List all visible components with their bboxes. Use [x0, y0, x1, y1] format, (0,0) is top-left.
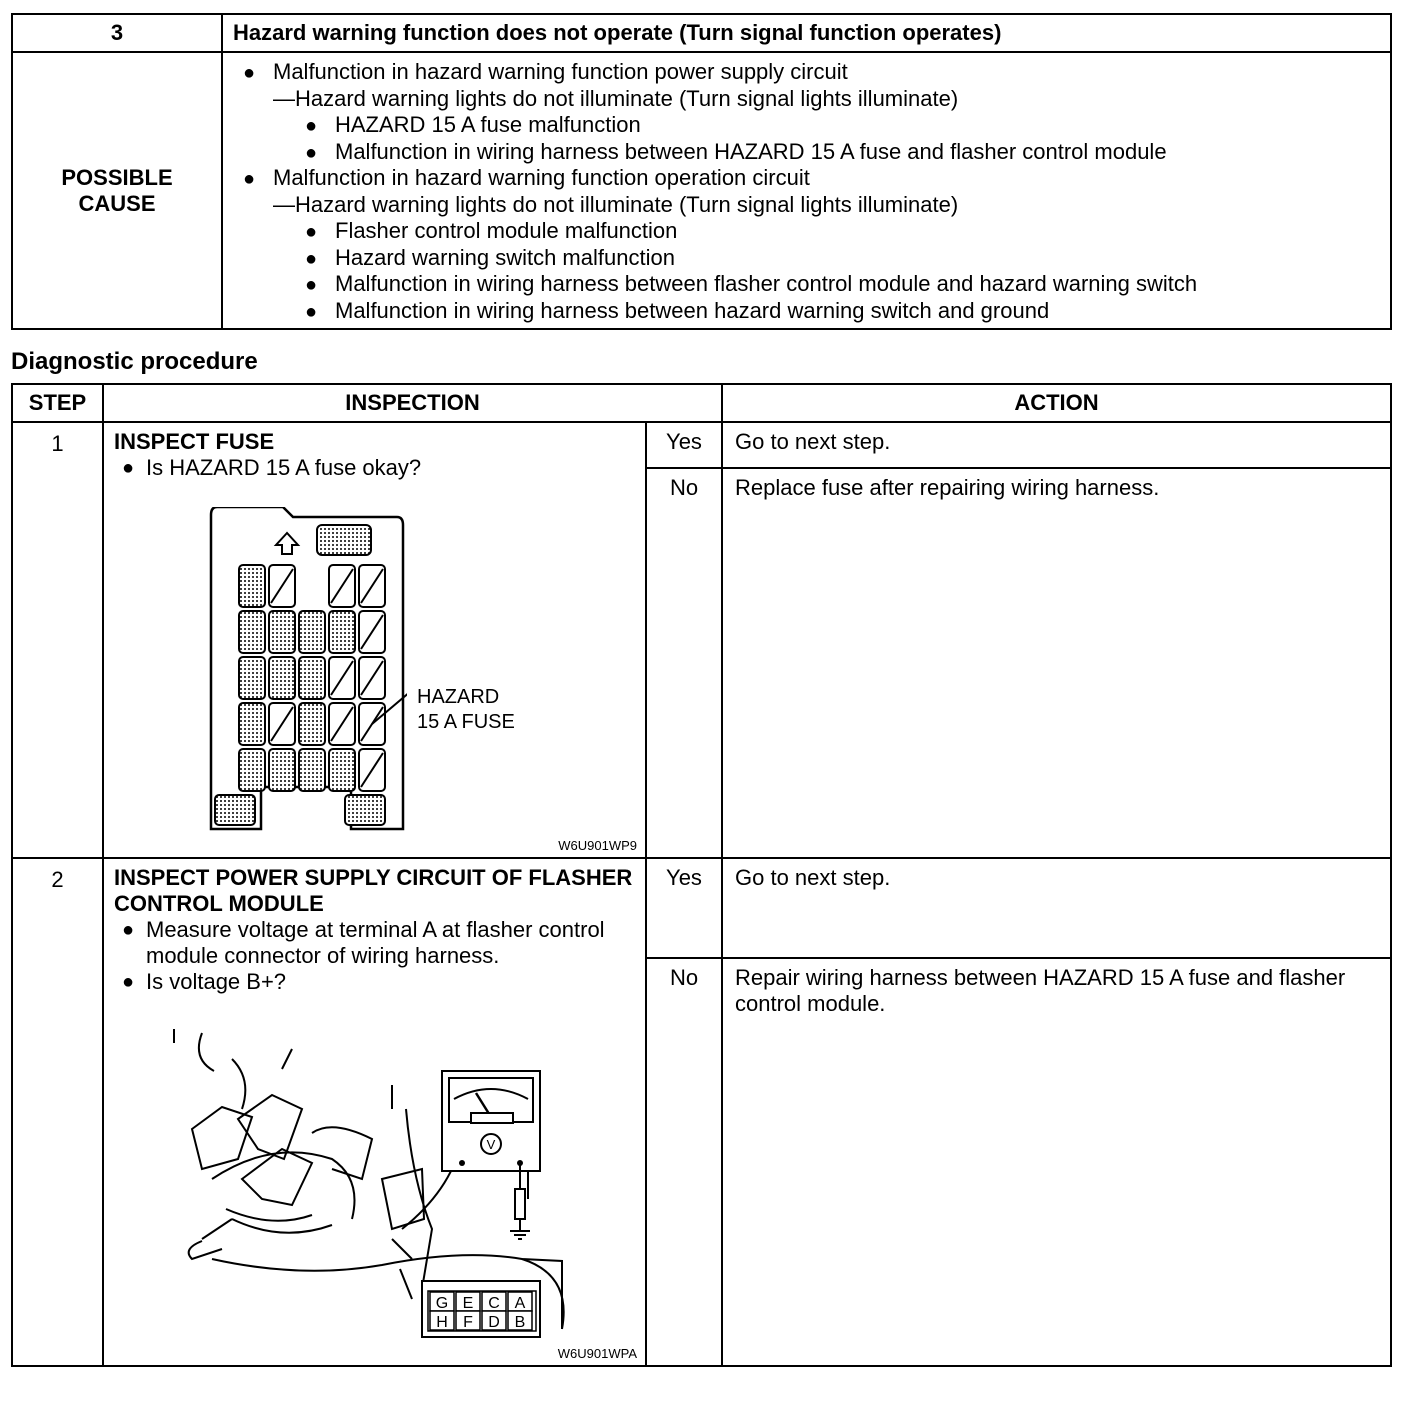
cause-line: ● Malfunction in wiring harness between hazard warning switch and ground [305, 297, 1050, 323]
terminal-label: A [514, 1295, 526, 1312]
yes-action: Go to next step. [722, 858, 1391, 958]
terminal-label: G [435, 1295, 449, 1312]
step-inspection [103, 858, 646, 1366]
fuse-callout-label: HAZARD 15 A FUSE [417, 686, 515, 733]
figure-code: W6U901WP9 [558, 838, 637, 853]
terminal-label: C [488, 1295, 500, 1312]
cause-line: ● HAZARD 15 A fuse malfunction [305, 112, 641, 137]
step-title: INSPECT FUSE [114, 429, 275, 454]
terminal-label: D [488, 1314, 500, 1331]
cause-title: Hazard warning function does not operate (Turn signal function operates) [222, 14, 1391, 52]
cause-line: ● Malfunction in hazard warning function power supply circuit [243, 59, 848, 84]
terminal-label: F [463, 1314, 473, 1331]
yes-action: Go to next step. [722, 422, 1391, 468]
meter-label: V [486, 1137, 496, 1152]
step-bullet: ● Measure voltage at terminal A at flasher control module connector of wiring harness. [122, 917, 605, 968]
no-label: No [646, 958, 722, 1366]
step-inspection [103, 422, 646, 858]
no-action: Replace fuse after repairing wiring harness. [722, 468, 1391, 858]
ground-icon [510, 1219, 530, 1239]
section-title: Diagnostic procedure [11, 348, 258, 375]
cause-list [222, 52, 1391, 329]
header-action: ACTION [722, 384, 1391, 422]
step-bullet: ● Is HAZARD 15 A fuse okay? [122, 455, 422, 480]
possible-cause-table [11, 13, 1392, 330]
cause-line: —Hazard warning lights do not illuminate (Turn signal lights illuminate) [273, 191, 959, 217]
cause-line: ● Hazard warning switch malfunction [305, 244, 675, 270]
step-title: INSPECT POWER SUPPLY CIRCUIT OF FLASHER CONTROL MODULE [114, 865, 633, 916]
cause-line: —Hazard warning lights do not illuminate (Turn signal lights illuminate) [273, 85, 959, 111]
cause-line: ● Malfunction in hazard warning function operation circuit [243, 165, 810, 190]
yes-label: Yes [646, 422, 722, 468]
cause-line: ● Malfunction in wiring harness between HAZARD 15 A fuse and flasher control module [305, 138, 1167, 164]
terminal-label: H [436, 1314, 448, 1331]
step-number: 1 [12, 422, 103, 858]
voltage-measurement-diagram [162, 1029, 582, 1359]
possible-cause-label: POSSIBLE CAUSE [12, 52, 222, 329]
terminal-label: B [514, 1314, 526, 1331]
cause-step-number: 3 [12, 14, 222, 52]
no-action: Repair wiring harness between HAZARD 15 A fuse and flasher control module. [722, 958, 1391, 1366]
diagnostic-procedure-table [11, 383, 1392, 1367]
fuse-block-diagram [207, 507, 407, 837]
terminal-label: E [462, 1295, 474, 1312]
header-inspection: INSPECTION [103, 384, 722, 422]
cause-line: ● Flasher control module malfunction [305, 218, 678, 243]
header-step: STEP [12, 384, 103, 422]
step-number: 2 [12, 858, 103, 1366]
figure-code: W6U901WPA [557, 1346, 637, 1361]
no-label: No [646, 468, 722, 858]
step-bullet: ● Is voltage B+? [122, 969, 287, 994]
yes-label: Yes [646, 858, 722, 958]
cause-line: ● Malfunction in wiring harness between flasher control module and hazard warning switch [305, 271, 1198, 296]
